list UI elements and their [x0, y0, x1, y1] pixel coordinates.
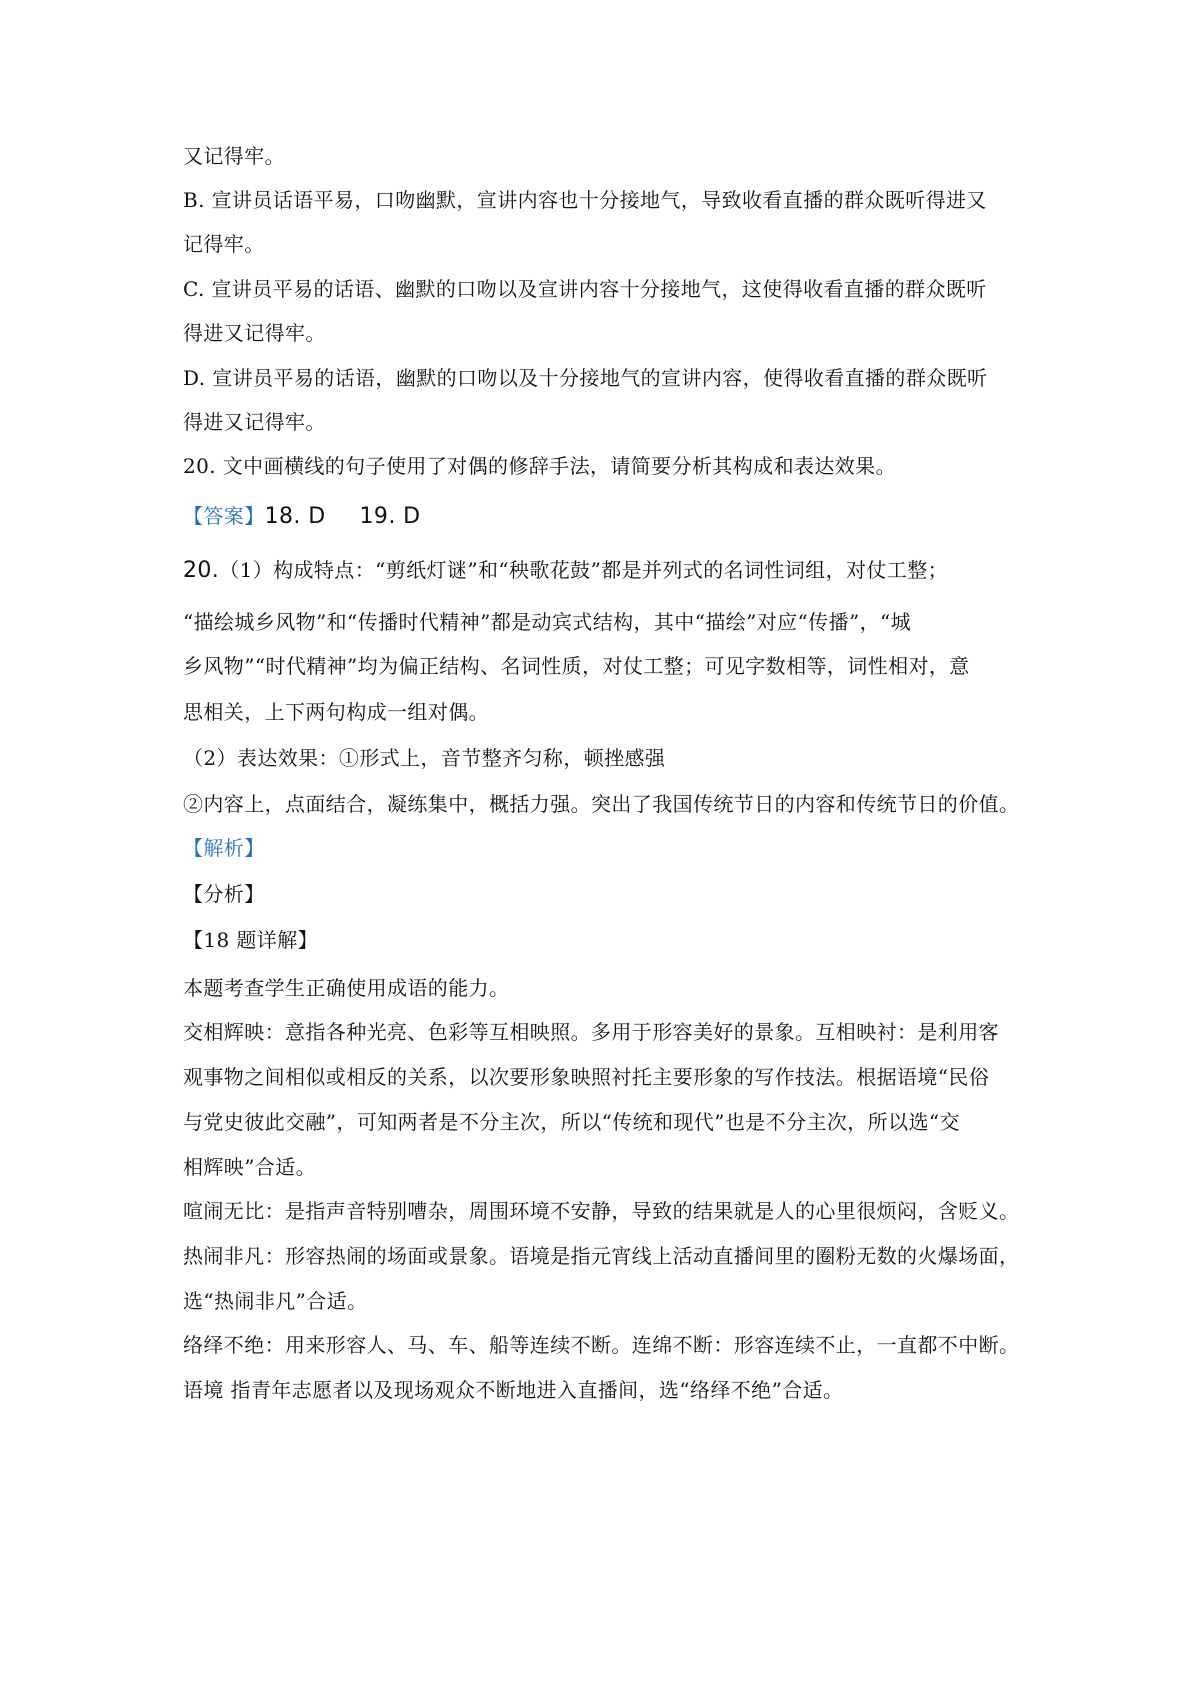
- q20-text: （1）构成特点：“剪纸灯谜”和“秧歌花鼓”都是并列式的名词性词组，对仗工整；: [219, 558, 949, 582]
- q20-line-6: ②内容上，点面结合，凝练集中，概括力强。突出了我国传统节日的内容和传统节日的价值。: [183, 792, 1020, 816]
- q20-number: 20.: [183, 558, 220, 583]
- question-20: 20. 文中画横线的句子使用了对偶的修辞手法，请简要分析其构成和表达效果。: [183, 454, 896, 478]
- body-line: 选“热闹非凡”合适。: [183, 1289, 368, 1313]
- option-d-line-1: D. 宣讲员平易的话语，幽默的口吻以及十分接地气的宣讲内容，使得收看直播的群众既听: [183, 366, 988, 390]
- answer-19: 19. D: [359, 504, 421, 529]
- body-line: 本题考查学生正确使用成语的能力。: [183, 976, 510, 1000]
- answer-18: 18. D: [264, 504, 326, 529]
- answer-label: 【答案】: [183, 504, 265, 528]
- body-line: 语境 指青年志愿者以及现场观众不断地进入直播间，选“络绎不绝”合适。: [183, 1378, 844, 1402]
- body-line: 交相辉映：意指各种光亮、色彩等互相映照。多用于形容美好的景象。互相映衬：是利用客: [183, 1020, 999, 1044]
- body-line: 与党史彼此交融”，可知两者是不分主次，所以“传统和现代”也是不分主次，所以选“交: [183, 1110, 960, 1134]
- answer-line: [183, 502, 1033, 531]
- option-c-line-1: C. 宣讲员平易的话语、幽默的口吻以及宣讲内容十分接地气，这使得收看直播的群众既听: [183, 277, 987, 301]
- analysis-label: 【解析】: [183, 836, 265, 860]
- body-line: 观事物之间相似或相反的关系，以次要形象映照衬托主要形象的写作技法。根据语境“民俗: [183, 1065, 990, 1089]
- q20-line-2: “描绘城乡风物”和“传播时代精神”都是动宾式结构，其中“描绘”对应“传播”，“城: [183, 610, 912, 634]
- body-line: 喧闹无比：是指声音特别嘈杂，周围环境不安静，导致的结果就是人的心里很烦闷，含贬义。: [183, 1199, 1020, 1223]
- q20-line-5: （2）表达效果：①形式上，音节整齐匀称，顿挫感强: [183, 746, 666, 770]
- option-b-line-1: B. 宣讲员话语平易，口吻幽默，宣讲内容也十分接地气，导致收看直播的群众既听得进又: [183, 188, 987, 212]
- body-line: 相辉映”合适。: [183, 1155, 317, 1179]
- fenxi-label: 【分析】: [183, 882, 265, 906]
- option-b-line-2: 记得牢。: [183, 232, 265, 256]
- q20-line-1: [183, 556, 1033, 585]
- option-c-line-2: 得进又记得牢。: [183, 321, 326, 345]
- q20-line-3: 乡风物”“时代精神”均为偏正结构、名词性质，对仗工整；可见字数相等，词性相对，意: [183, 654, 970, 678]
- body-line: 络绎不绝：用来形容人、马、车、船等连续不断。连绵不断：形容连续不止，一直都不中断。: [183, 1333, 1020, 1357]
- text-line: 又记得牢。: [183, 144, 285, 168]
- body-line: 热闹非凡：形容热闹的场面或景象。语境是指元宵线上活动直播间里的圈粉无数的火爆场面，: [183, 1244, 1020, 1268]
- detail-label: 【18 题详解】: [183, 928, 319, 952]
- q20-line-4: 思相关，上下两句构成一组对偶。: [183, 700, 489, 724]
- option-d-line-2: 得进又记得牢。: [183, 410, 326, 434]
